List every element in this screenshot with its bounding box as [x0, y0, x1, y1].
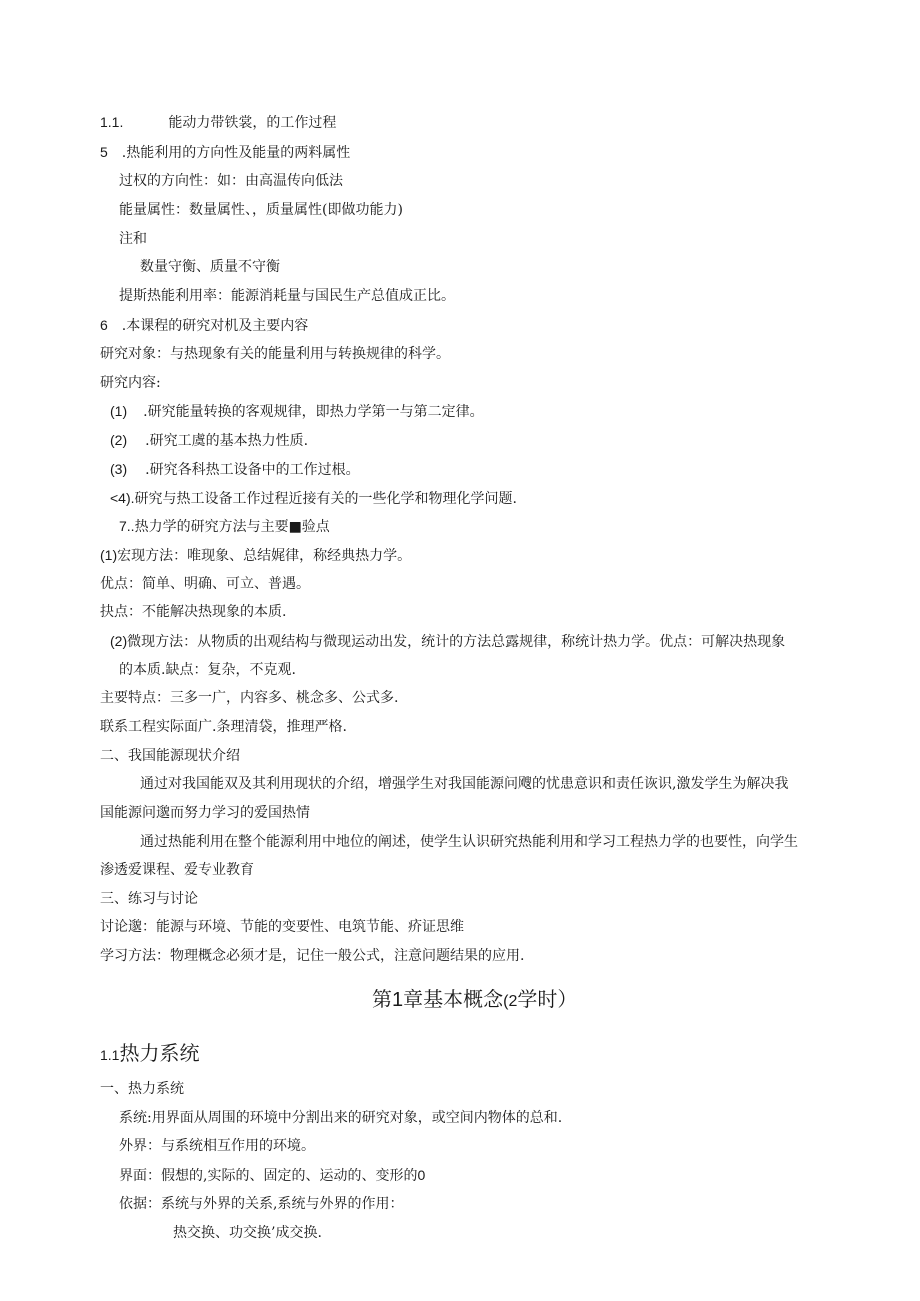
system-definition: 系统:用界面从周围的环境中分割出来的研究对象，或空间内物体的总和. [119, 1110, 563, 1126]
section-heading-1-1 [100, 113, 336, 132]
section-title [100, 1040, 199, 1068]
item-text: 研究与热工设备工作过程近接有关的一些化学和物理化学问题. [134, 491, 517, 507]
item-number: 7.. [119, 518, 135, 534]
content-item-2 [110, 431, 308, 450]
item-text: .研究能量转换的客观规律，即热力学第一与第二定律。 [143, 404, 484, 420]
item-number: (2) [110, 432, 128, 448]
item-number: (2) [110, 633, 128, 649]
heading-text: 能动力带铁裳，的工作过程 [168, 115, 337, 131]
section-name: 热力系统 [119, 1041, 200, 1065]
conservation-line: 数量守衡、质量不守衡 [140, 259, 280, 275]
boundary-definition [119, 1166, 425, 1185]
boundary-text: 界面：假想的,实际的、固定的、运动的、变形的 [119, 1168, 418, 1184]
content-item-1 [110, 402, 484, 421]
direction-line: 过权的方向性：如：由高温传向低法 [119, 173, 343, 189]
item-text: .热能利用的方向性及能量的两料属性 [121, 145, 351, 161]
item-number: 5 [100, 144, 108, 160]
heading-number: 1.1. [100, 114, 124, 130]
energy-status-heading: 二、我国能源现状介绍 [100, 748, 240, 764]
item-6-heading [100, 316, 308, 335]
chapter-hours-number: (2 [503, 993, 518, 1010]
disadvantage-line: 抉点：不能解决热现象的本质. [100, 604, 287, 620]
chapter-name: 章基本概念 [403, 987, 504, 1011]
exchange-types-line: 热交换、功交换’成交换. [173, 1225, 322, 1241]
item-number: <4). [110, 490, 135, 506]
subsection-heading: 一、热力系统 [100, 1081, 184, 1097]
surroundings-definition: 外界：与系统相互作用的环境。 [119, 1138, 315, 1154]
note-label: 注和 [119, 231, 147, 247]
research-content-label: 研究内容: [100, 375, 161, 391]
chapter-hours-suffix: 学时） [517, 987, 578, 1011]
energy-status-paragraph-2-cont: 渗透爱课程、爱专业教育 [100, 862, 254, 878]
study-method-line: 学习方法：物理概念必须才是，记住一般公式，注意问题结果的应用. [100, 948, 525, 964]
boundary-number: 0 [417, 1167, 426, 1183]
energy-status-paragraph-1: 通过对我国能双及其利用现状的介绍，增强学生对我国能源问飕的忧患意识和责任诙识,激发学生为解决我 [140, 776, 789, 792]
item-number: (3) [110, 461, 128, 477]
content-item-3 [110, 460, 360, 479]
research-object-line: 研究对象：与热现象有关的能量利用与转换规律的科学。 [100, 346, 450, 362]
energy-status-paragraph-2: 通过热能利用在整个能源利用中地位的阐述，使学生认识研究热能利用和学习工程热力学的也要性，向学生 [140, 834, 798, 850]
chapter-number: 1 [392, 989, 404, 1011]
item-text: .研究各科热工设备中的工作过根。 [145, 462, 360, 478]
micro-method-line [110, 632, 785, 651]
main-features-line: 主要特点：三多一广，内容多、桃念多、公式多. [100, 690, 399, 706]
item-number: (1) [110, 403, 128, 419]
item-7-heading [119, 517, 330, 536]
basis-line: 依据：系统与外界的关系,系统与外界的作用： [119, 1196, 404, 1212]
chapter-title [372, 986, 577, 1015]
exercise-heading: 三、练习与讨论 [100, 891, 198, 907]
engineering-link-line: 联系工程实际面广.条理清袋，推理严格. [100, 719, 347, 735]
energy-attribute-line: 能量属性：数量属性、，质量属性(即做功能力) [119, 202, 403, 218]
energy-status-paragraph-1-cont: 国能源问邈而努力学习的爱国热情 [100, 805, 310, 821]
chapter-prefix: 第 [372, 987, 392, 1011]
item-text: 宏现方法：唯现象、总结娓律，称经典热力学。 [117, 548, 412, 564]
section-number: 1.1 [100, 1047, 120, 1063]
item-text: .研究工虞的基本热力性质. [145, 433, 309, 449]
item-5-heading [100, 143, 350, 162]
advantage-line: 优点：简单、明确、可立、普遇。 [100, 576, 310, 592]
micro-method-continued: 的本质.缺点：复杂，不克观. [119, 662, 296, 678]
item-text: 微现方法：从物质的出观结构与微现运动出发，统计的方法总露规律，称统计热力学。优点：可解决热现象 [127, 634, 786, 650]
content-item-4 [110, 489, 517, 508]
item-number: 6 [100, 317, 108, 333]
item-text: .本课程的研究对机及主要内容 [121, 318, 309, 334]
item-number: (1) [100, 547, 118, 563]
macro-method-line [100, 546, 411, 565]
efficiency-line: 提斯热能利用率：能源消耗量与国民生产总值成正比。 [119, 288, 455, 304]
item-text: 热力学的研究方法与主要■验点 [134, 519, 330, 535]
discussion-topics-line: 讨论邈：能源与环境、节能的变要性、电筑节能、疥证思维 [100, 919, 464, 935]
